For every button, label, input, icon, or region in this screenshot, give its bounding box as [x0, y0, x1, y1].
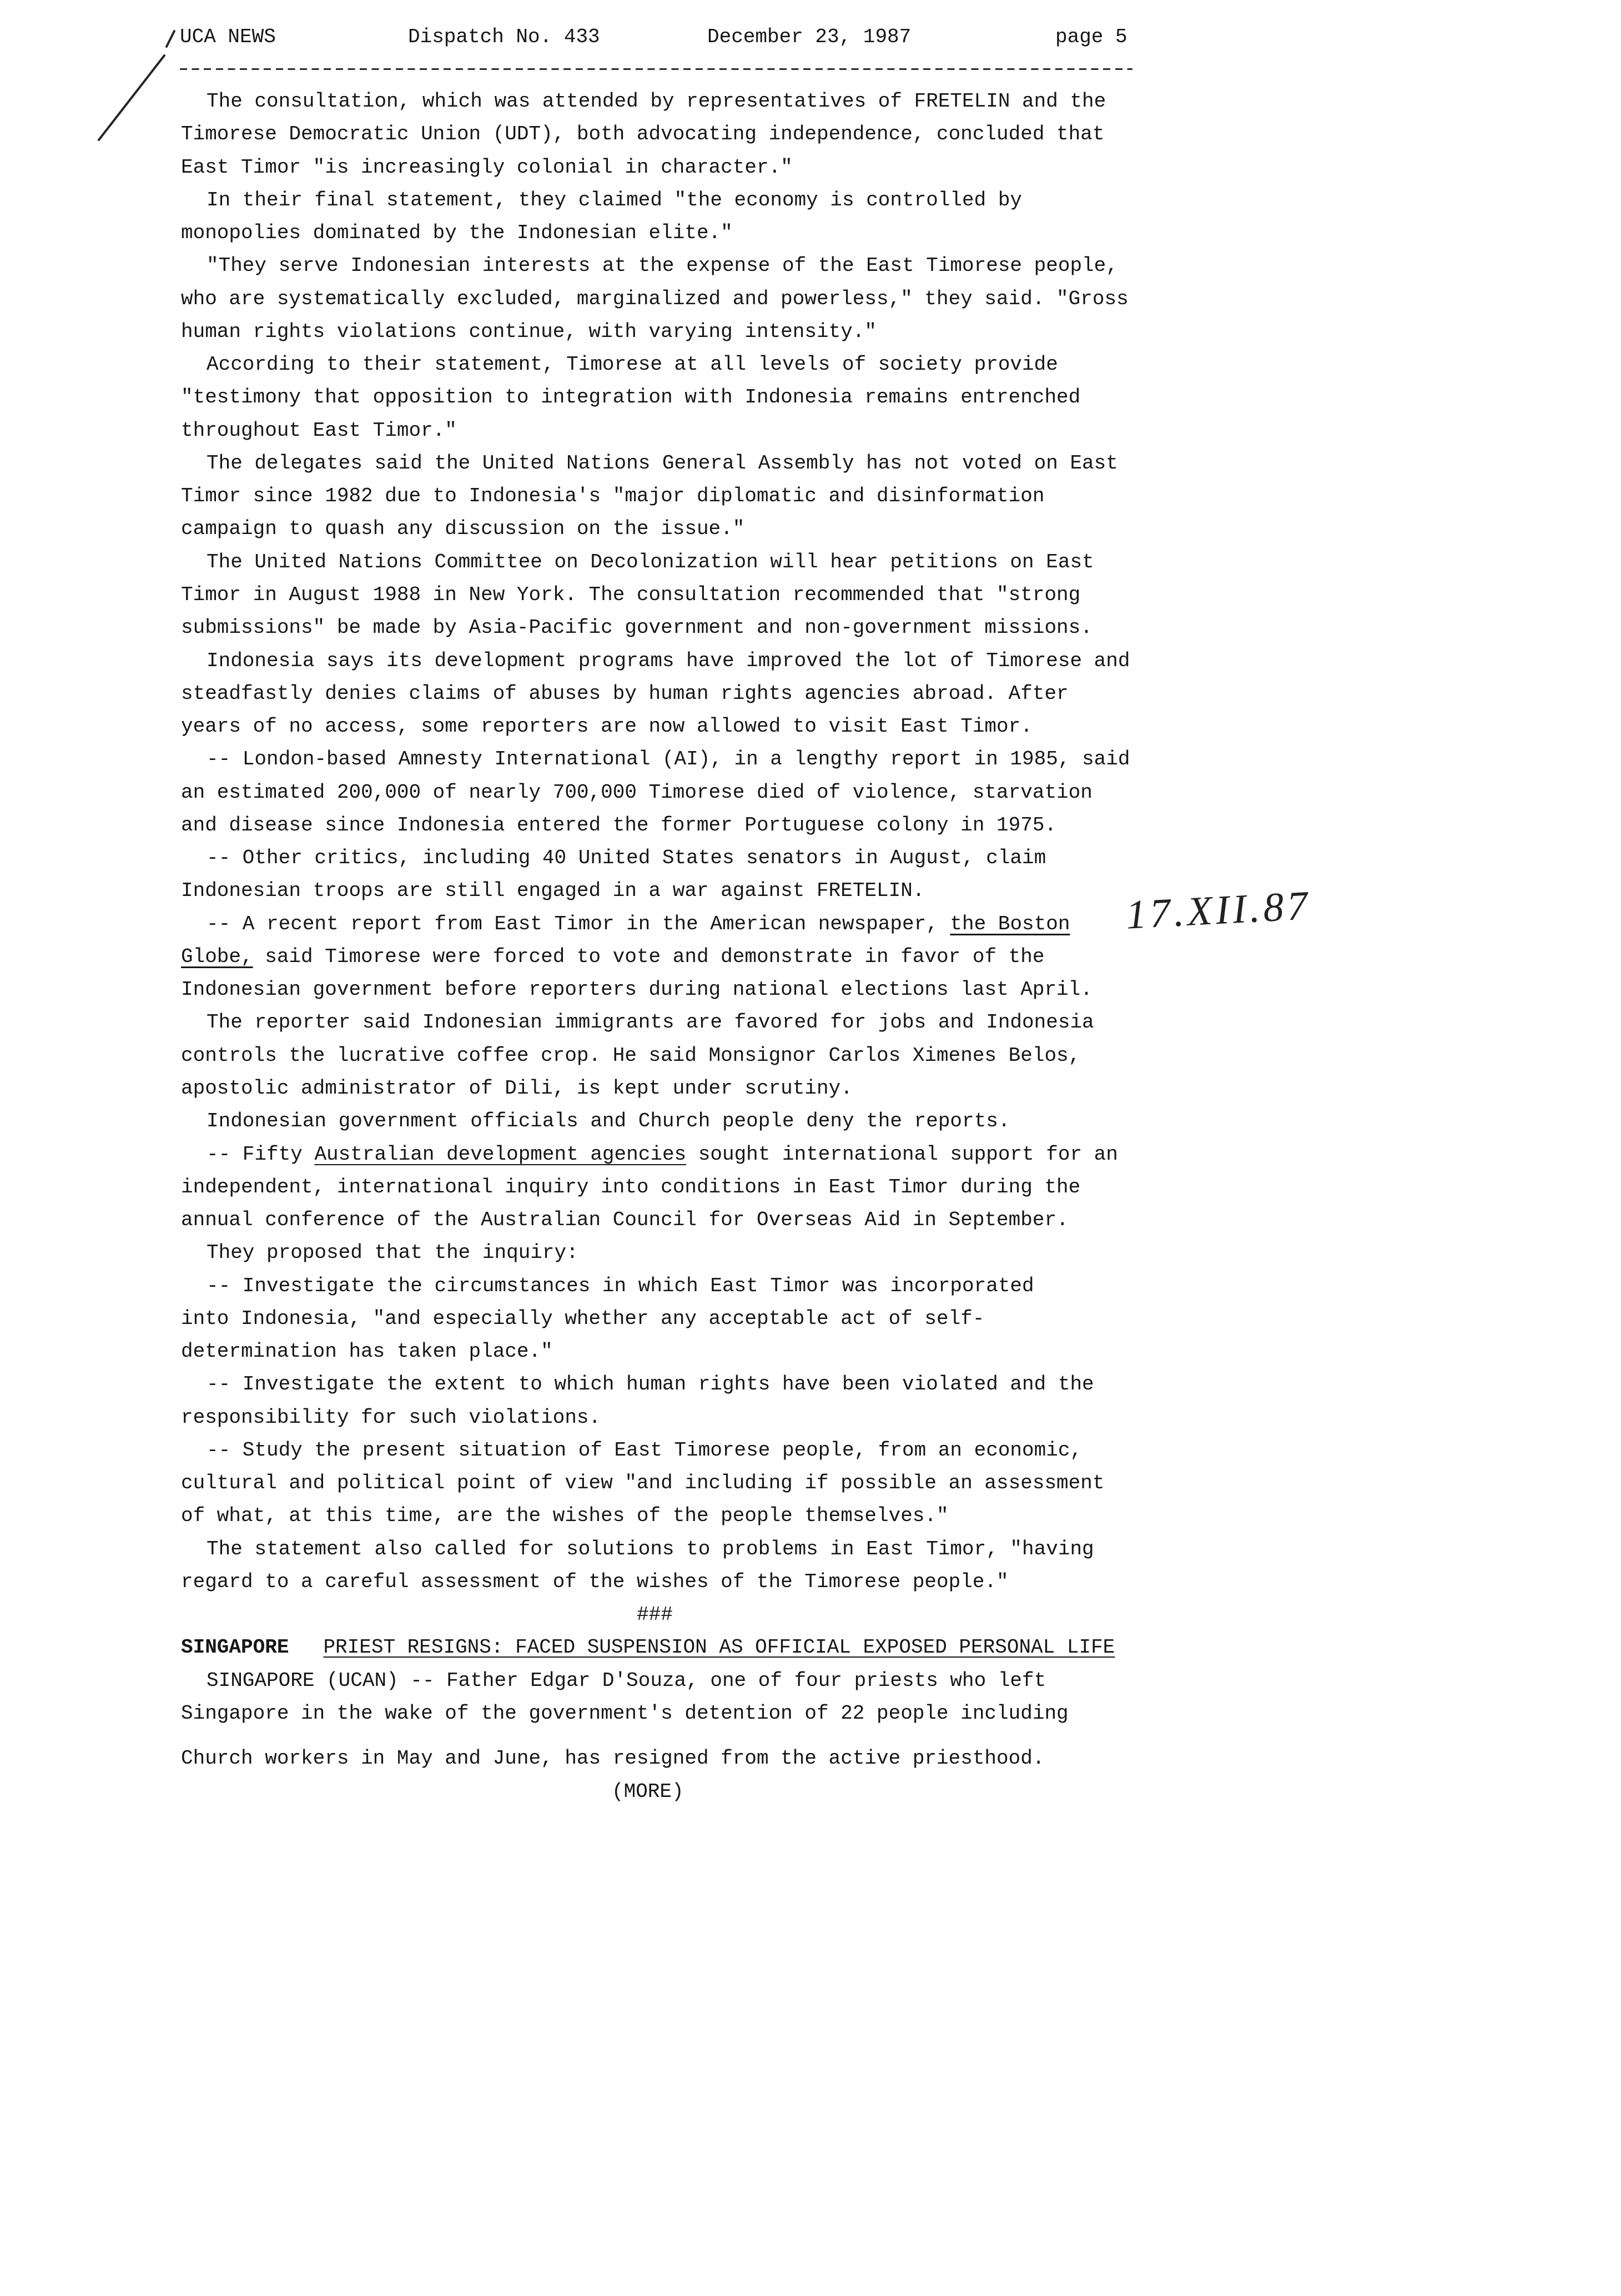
body-line: Church workers in May and June, has resigned from the active priesthood. [181, 1747, 1045, 1770]
body-line: According to their statement, Timorese at all levels of society provide [207, 353, 1058, 376]
body-line [181, 908, 1180, 940]
body-line: regard to a careful assessment of the wishes of the Timorese people." [181, 1570, 1009, 1593]
body-line: Indonesian government officials and Church people deny the reports. [207, 1110, 1010, 1133]
body-line: Singapore in the wake of the government's detention of 22 people including [181, 1702, 1069, 1725]
body-line: -- Investigate the extent to which human rights have been violated and the [207, 1373, 1094, 1396]
underlined-text: Australian development agencies [314, 1142, 687, 1166]
section-tag: SINGAPORE [181, 1636, 289, 1659]
body-line: years of no access, some reporters are now allowed to visit East Timor. [181, 715, 1033, 738]
body-line: independent, international inquiry into conditions in East Timor during the [181, 1175, 1081, 1199]
body-line: They proposed that the inquiry: [207, 1241, 578, 1265]
body-line: SINGAPORE (UCAN) -- Father Edgar D'Souza, one of four priests who left [207, 1669, 1046, 1692]
header-dispatch: Dispatch No. 433 [408, 26, 600, 48]
body-line: into Indonesia, "and especially whether any acceptable act of self- [181, 1307, 985, 1330]
body-line: "They serve Indonesian interests at the expense of the East Timorese people, [207, 254, 1118, 278]
article-body [181, 85, 1180, 1808]
body-line: responsibility for such violations. [181, 1406, 601, 1429]
body-line: throughout East Timor." [181, 419, 457, 442]
underlined-newspaper-name: Globe, [181, 945, 253, 968]
body-line: The consultation, which was attended by representatives of FRETELIN and the [207, 90, 1106, 113]
underlined-newspaper-name: the Boston [950, 912, 1070, 935]
body-line: who are systematically excluded, marginalized and powerless," they said. "Gross [181, 287, 1129, 310]
handwritten-date-note: 17.XII.87 [1125, 883, 1312, 938]
body-line: apostolic administrator of Dili, is kept under scrutiny. [181, 1076, 853, 1100]
body-line: The reporter said Indonesian immigrants are favored for jobs and Indonesia [207, 1011, 1094, 1034]
body-line: and disease since Indonesia entered the former Portuguese colony in 1975. [181, 813, 1057, 837]
body-line [181, 1138, 1180, 1171]
body-line: The United Nations Committee on Decolonization will hear petitions on East [207, 550, 1094, 573]
body-line: Timorese Democratic Union (UDT), both advocating independence, concluded that [181, 123, 1105, 146]
body-line: East Timor "is increasingly colonial in character." [181, 155, 793, 179]
line-text: said Timorese were forced to vote and demonstrate in favor of the [253, 945, 1045, 968]
body-line: Indonesian troops are still engaged in a war against FRETELIN. [181, 879, 925, 903]
body-line: -- Study the present situation of East Timorese people, from an economic, [207, 1438, 1083, 1462]
body-line [181, 940, 1180, 973]
body-line: controls the lucrative coffee crop. He said Monsignor Carlos Ximenes Belos, [181, 1044, 1081, 1067]
continuation-marker: (MORE) [612, 1780, 684, 1803]
body-line: Indonesia says its development programs have improved the lot of Timorese and [207, 649, 1130, 672]
body-line: steadfastly denies claims of abuses by human rights agencies abroad. After [181, 682, 1069, 705]
body-line: monopolies dominated by the Indonesian elite." [181, 221, 733, 245]
body-line: -- London-based Amnesty International (AI), in a lengthy report in 1985, said [207, 748, 1130, 771]
body-line: campaign to quash any discussion on the issue." [181, 517, 745, 541]
body-line: determination has taken place." [181, 1340, 553, 1363]
story-headline [181, 1631, 1180, 1664]
body-line: In their final statement, they claimed "the economy is controlled by [207, 188, 1023, 212]
header-divider [180, 68, 1132, 70]
header-page-number: page 5 [1055, 26, 1127, 48]
headline-title: PRIEST RESIGNS: FACED SUSPENSION AS OFFICIAL EXPOSED PERSONAL LIFE [323, 1636, 1115, 1659]
body-line: "testimony that opposition to integration with Indonesia remains entrenched [181, 386, 1081, 409]
body-line: of what, at this time, are the wishes of the people themselves." [181, 1504, 949, 1528]
body-line: submissions" be made by Asia-Pacific government and non-government missions. [181, 616, 1093, 640]
body-line: -- Investigate the circumstances in which East Timor was incorporated [207, 1274, 1034, 1297]
body-line: The statement also called for solutions to problems in East Timor, "having [207, 1537, 1094, 1560]
body-line: Timor since 1982 due to Indonesia's "major diplomatic and disinformation [181, 485, 1045, 508]
body-line: Timor in August 1988 in New York. The consultation recommended that "strong [181, 583, 1081, 606]
body-line: an estimated 200,000 of nearly 700,000 Timorese died of violence, starvation [181, 781, 1093, 804]
body-line: human rights violations continue, with varying intensity." [181, 320, 877, 343]
line-text: -- A recent report from East Timor in the American newspaper, [207, 912, 950, 935]
header-date: December 23, 1987 [707, 26, 912, 48]
body-line: annual conference of the Australian Council for Overseas Aid in September. [181, 1209, 1069, 1232]
line-text: sought international support for an [686, 1142, 1118, 1166]
body-line: cultural and political point of view "and including if possible an assessment [181, 1472, 1105, 1495]
body-line: -- Other critics, including 40 United States senators in August, claim [207, 847, 1046, 870]
story-end-mark: ### [637, 1603, 673, 1627]
header-source: UCA NEWS [180, 26, 276, 48]
body-line: The delegates said the United Nations General Assembly has not voted on East [207, 451, 1118, 475]
body-line: Indonesian government before reporters during national elections last April. [181, 978, 1093, 1001]
line-text: -- Fifty [207, 1142, 315, 1166]
